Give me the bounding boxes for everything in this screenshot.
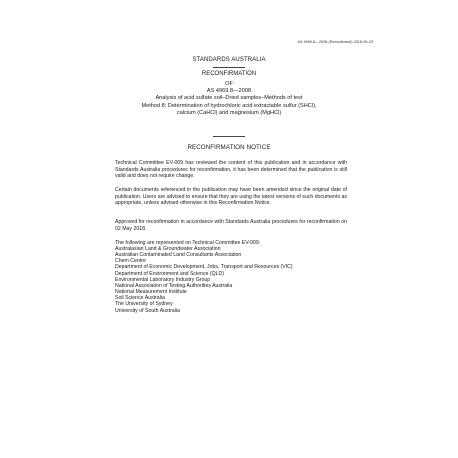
committee-list-intro: The following are represented on Technical Committee EV-009: <box>115 240 261 246</box>
list-item: Department of Environment and Science (QLD) <box>115 270 224 277</box>
list-item: Australasian Land & Groundwater Association <box>115 246 221 252</box>
approval-paragraph: Approved for reconfirmation in accordance with Standards Australia procedures for reconfirmation on 02 May 2018. <box>115 219 347 232</box>
organization-name: STANDARDS AUSTRALIA <box>192 57 266 63</box>
standard-number: AS 4969.8—2008 <box>206 88 252 95</box>
list-item: University of South Australia <box>115 307 180 314</box>
list-item: National Association of Testing Authorities Australia <box>115 282 233 289</box>
divider-rule <box>213 67 245 68</box>
list-item: The University of Sydney <box>115 301 173 308</box>
list-item: Department of Economic Development, Jobs, Transport and Resources (VIC) <box>115 264 293 271</box>
standard-title: Analysis of acid sulfate soil–Dried samples–Methods of test <box>155 95 303 102</box>
standard-method: Method 8: Determination of hydrochloric acid extractable sulfur (SHCl), <box>141 102 317 109</box>
reconfirmation-heading: RECONFIRMATION <box>201 71 257 77</box>
header-reference-note: AS 4969.8—2008 (Reconfirmed) 2018-05-23 <box>297 40 373 44</box>
divider-rule <box>213 136 245 137</box>
referenced-documents-paragraph: Certain documents referenced in the publication may have been amended since the original date of publication. Users are advised to ensure that they are using the latest versions of such documents as appropriate, unless advised otherwise in this Reconfirmation Notice. <box>115 187 347 207</box>
standard-details <box>0 81 458 117</box>
list-item: National Measurement Institute <box>115 289 187 296</box>
list-item: Soil Science Australia <box>115 295 165 302</box>
standard-method-continued: calcium (CaHCl) and magnesium (MgHCl) <box>176 109 282 116</box>
list-item: Environmental Laboratory Industry Group <box>115 276 211 283</box>
list-item: Australian Contaminated Land Consultants Association <box>115 252 242 259</box>
list-item: Chem Centre <box>115 258 146 265</box>
of-label: OF <box>225 81 233 87</box>
committee-members-list <box>115 246 293 314</box>
review-paragraph: Technical Committee EV-009 has reviewed the content of this publication and in accordance with Standards Australia procedures for reconfirmation, it has been determined that the publication is still valid and does not require change. <box>115 160 347 180</box>
notice-title: RECONFIRMATION NOTICE <box>187 144 271 151</box>
